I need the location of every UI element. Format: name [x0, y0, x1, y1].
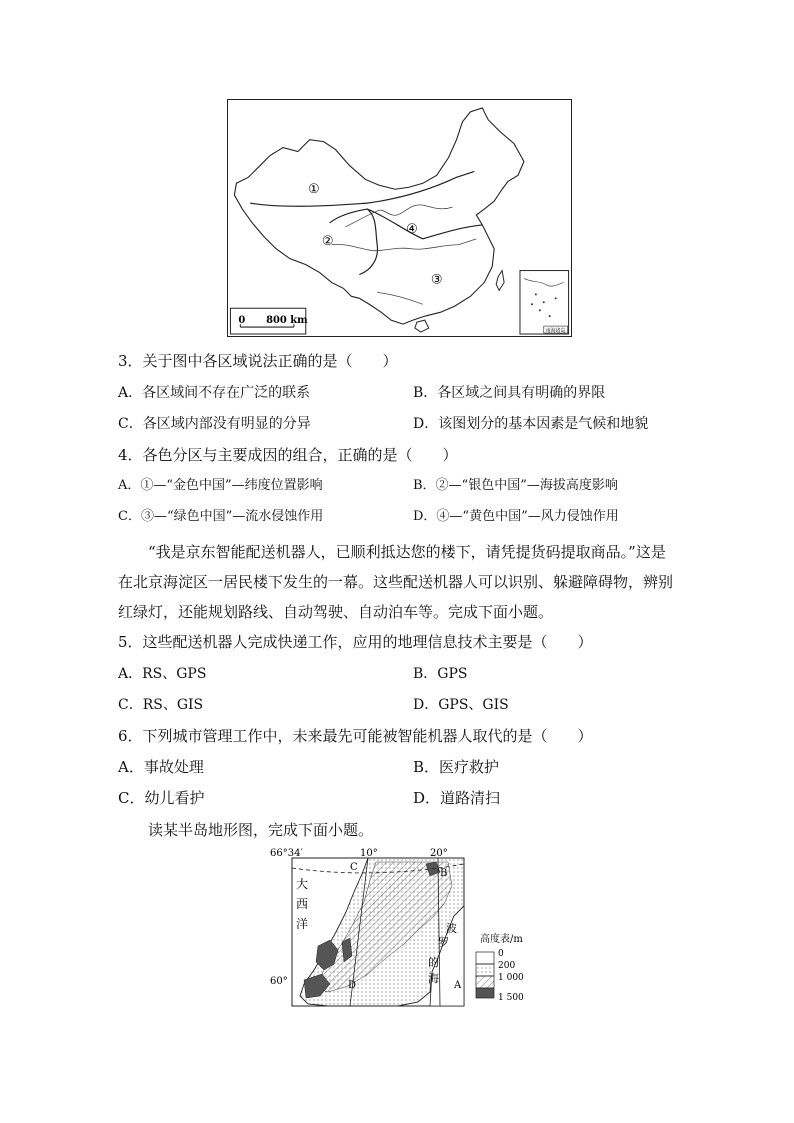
q4-option-d[interactable]: D．④—“黄色中国”—风力侵蚀作用: [413, 509, 619, 524]
atlantic-label-3: 洋: [296, 917, 309, 931]
legend-1000-1500: [476, 976, 494, 988]
scale-label: 800 km: [266, 315, 308, 327]
q4-option-a[interactable]: A．①—“金色中国”—纬度位置影响: [118, 478, 323, 493]
hainan-island: [415, 320, 429, 332]
china-region-map: [227, 99, 572, 337]
q5-option-d[interactable]: D．GPS、GIS: [413, 697, 509, 713]
question-4-stem: 4．各色分区与主要成因的组合，正确的是（ ）: [118, 446, 458, 464]
q3-option-a[interactable]: A．各区域间不存在广泛的联系: [118, 385, 311, 401]
question-3-stem: 3．关于图中各区域说法正确的是（ ）: [118, 352, 398, 370]
q5-option-b[interactable]: B．GPS: [413, 666, 468, 682]
lat-top-label: 66°34′: [270, 848, 303, 859]
passage-peninsula: 读某半岛地形图，完成下面小题。: [148, 821, 374, 839]
question-6-stem: 6．下列城市管理工作中，未来最先可能被智能机器人取代的是（ ）: [118, 727, 593, 745]
legend-value-1000: 1 000: [498, 973, 524, 983]
china-outline: [234, 108, 524, 327]
river-pearl: [377, 292, 423, 304]
peninsula-terrain-map: [268, 846, 538, 1010]
atlantic-label-1: 大: [296, 877, 309, 891]
q3-option-b[interactable]: B．各区域之间具有明确的界限: [413, 385, 606, 401]
baltic-label-2: 罗: [438, 936, 449, 949]
q6-option-d[interactable]: D．道路清扫: [413, 789, 501, 807]
legend-1500-plus: [476, 988, 494, 998]
baltic-label-1: 波: [446, 922, 457, 935]
legend-value-200: 200: [498, 961, 516, 971]
region-label-3: ③: [430, 272, 443, 288]
region-label-1: ①: [307, 182, 320, 198]
passage-robot: “我是京东智能配送机器人，已顺利抵达您的楼下，请凭提货码提取商品。”这是在北京海淀区一居民楼下发生的一幕。这些配送机器人可以识别、躲避障碍物，辨别红绿灯，还能规划路线、自动驾驶、自动泊车等。完成下面小题。: [118, 543, 674, 621]
point-d-label: D: [348, 980, 357, 991]
legend-0-200: [476, 952, 494, 964]
region-label-2: ②: [321, 233, 334, 249]
river-yangtze: [332, 239, 477, 251]
china-map-svg: [228, 100, 571, 336]
legend-title: 高度表/m: [480, 934, 523, 945]
q4-option-b[interactable]: B．②—“银色中国”—海拔高度影响: [413, 478, 618, 493]
q6-option-c[interactable]: C．幼儿看护: [118, 789, 205, 807]
q6-option-b[interactable]: B．医疗救护: [413, 758, 500, 776]
q3-option-c[interactable]: C．各区域内部没有明显的分异: [118, 416, 311, 432]
region-boundary-plateau: [330, 209, 378, 274]
atlantic-label-2: 西: [296, 897, 309, 911]
legend-200-1000: [476, 964, 494, 976]
lon-10-label: 10°: [360, 848, 378, 859]
peninsula-map-svg: [268, 846, 538, 1010]
q5-option-a[interactable]: A．RS、GPS: [118, 666, 207, 682]
region-boundary-south: [367, 209, 482, 239]
point-c-label: C: [350, 862, 358, 873]
q3-option-d[interactable]: D．该图划分的基本因素是气候和地貌: [413, 416, 649, 432]
baltic-label-4: 海: [428, 972, 439, 985]
legend-value-1500: 1 500: [498, 993, 524, 1003]
baltic-label-3: 的: [428, 956, 439, 969]
point-b-label: B: [440, 868, 448, 879]
legend-value-0: 0: [498, 949, 504, 959]
scale-zero: 0: [238, 315, 246, 327]
question-5-stem: 5．这些配送机器人完成快递工作，应用的地理信息技术主要是（ ）: [118, 633, 593, 651]
point-a-label: A: [454, 980, 462, 991]
region-label-4: ④: [406, 221, 418, 237]
lon-20-label: 20°: [430, 848, 448, 859]
inset-label: 南海诸岛: [545, 328, 566, 335]
q4-option-c[interactable]: C．③—“绿色中国”—流水侵蚀作用: [118, 509, 324, 524]
lat-bottom-label: 60°: [270, 976, 288, 987]
river-yellow: [345, 205, 452, 227]
q6-option-a[interactable]: A．事故处理: [118, 758, 204, 776]
taiwan-island: [496, 271, 504, 291]
q5-option-c[interactable]: C．RS、GIS: [118, 697, 204, 713]
